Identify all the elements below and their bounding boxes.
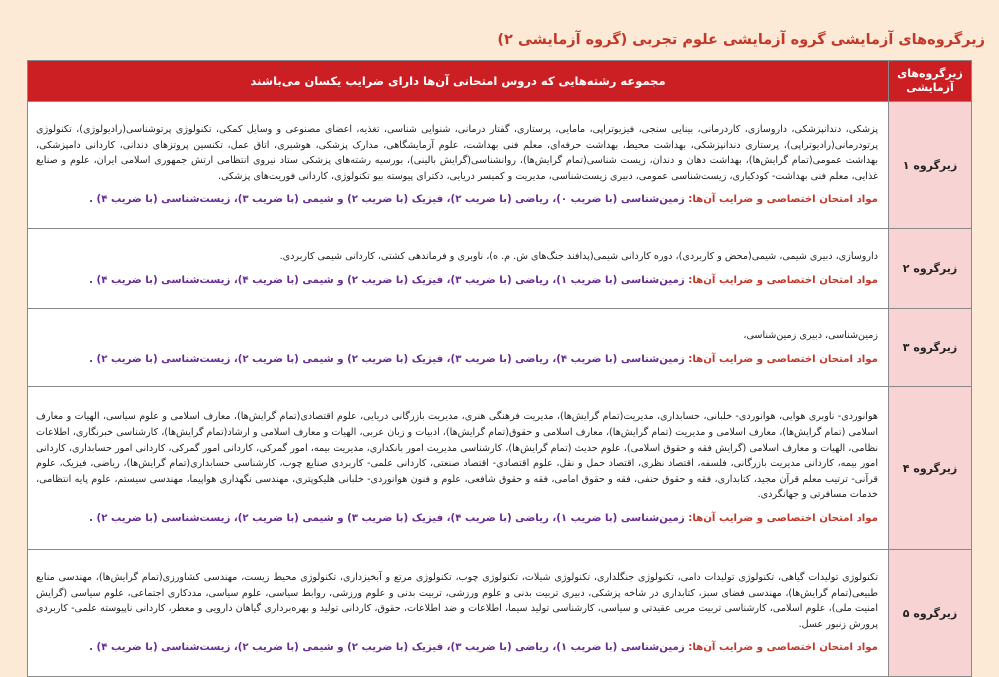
subjects-label: مواد امتحان اختصاصی و ضرایب آن‌ها: [688, 274, 878, 286]
header-subgroup: زیرگروه‌های آزمایشی [889, 61, 972, 102]
subjects-coefficients: زمین‌شناسی (با ضریب ۱)، ریاضی (با ضریب ۳)، فیزیک (با ضریب ۲) و شیمی (با ضریب ۴)، زیست‌شناسی (با ضریب ۴) . [89, 274, 685, 286]
subgroup-label: زیرگروه ۵ [889, 550, 972, 677]
subgroup-content [28, 550, 889, 677]
page-title: زیرگروه‌های آزمایشی گروه آزمایشی علوم تجربی (گروه آزمایشی ۲) [497, 32, 985, 48]
majors-list: زمین‌شناسی، دبیری زمین‌شناسی، [743, 329, 878, 341]
exam-subjects [36, 352, 878, 368]
majors-list: داروسازی، دبیری شیمی، شیمی(محض و کاربردی)، دوره کاردانی شیمی(پدافند جنگ‌های ش. م. ه)، ناوبری و فرماندهی کشتی، کاردانی شیمی کاربردی. [279, 250, 878, 262]
subjects-coefficients: زمین‌شناسی (با ضریب ۴)، ریاضی (با ضریب ۳)، فیزیک (با ضریب ۲) و شیمی (با ضریب ۲)، زیست‌شناسی (با ضریب ۲) . [89, 353, 685, 365]
subgroup-content [28, 102, 889, 229]
subjects-label: مواد امتحان اختصاصی و ضرایب آن‌ها: [688, 512, 878, 524]
subjects-coefficients: زمین‌شناسی (با ضریب ۰)، ریاضی (با ضریب ۲)، فیزیک (با ضریب ۲) و شیمی (با ضریب ۳)، زیست‌شناسی (با ضریب ۴) . [89, 194, 685, 206]
table-row [28, 229, 972, 309]
table-row [28, 102, 972, 229]
table-row [28, 387, 972, 550]
subgroup-label: زیرگروه ۴ [889, 387, 972, 550]
table-header-row [28, 61, 972, 102]
header-content: مجموعه رشته‌هایی که دروس امتحانی آن‌ها دارای ضرایب یکسان می‌باشند [28, 61, 889, 102]
subgroups-table [27, 60, 972, 677]
table-row [28, 550, 972, 677]
subgroup-label: زیرگروه ۱ [889, 102, 972, 229]
majors-list: هوانوردی- ناوبری هوایی، هوانوردی- خلبانی، حسابداری، مدیریت(تمام گرایش‌ها)، مدیریت فرهنگی هنری، مدیریت بازرگانی دریایی، علوم اقتصادی(تمام گرایش‌ها)، معارف اسلامی و علوم سیاسی، الهیات و معارف اسلامی (تمام گرایش‌ها)، معارف اسلامی و مدیریت (تمام گرایش‌ها)، معارف اسلامی و حقوق(تمام گرایش‌ها)، ادبیات و زبان عربی، الهیات و معارف اسلامی و ارشاد(تمام گرایش‌ها)، کارشناسی خبرنگاری، اطلاعات نظامی، الهیات و معارف اسلامی (گرایش فقه و حقوق اسلامی)، علوم حدیث (تمام گرایش‌ها)، کارشناسی مدیریت امور بانکداری، مدیریت بیمه، امور گمرکی، کاردانی امور گمرکی، کاردانی امور حسابداری، کاردانی امور بیمه، کاردانی مدیریت بازرگانی، فلسفه، اقتصاد نظری، اقتصاد حمل و نقل، علوم اقتصادی- اقتصاد صنعتی، کاردانی علمی- کاربردی صنایع چوب، کارشناسی حسابداری(تمام گرایش‌ها)، ریاضی، فیزیک، علوم قرآنی- ترتیب معلم قرآن مجید، کتابداری، فقه و حقوق حنفی، فقه و حقوق امامی، فقه و حقوق شافعی، علوم و فنون هوانوردی- خلبانی هلیکوپتری، مهندسی نگهداری هواپیما، مهندسی سیستم، علوم پایه انتظامی، خدمات مسافرتی و جهانگردی. [36, 411, 878, 501]
subjects-coefficients: زمین‌شناسی (با ضریب ۱)، ریاضی (با ضریب ۳)، فیزیک (با ضریب ۲) و شیمی (با ضریب ۲)، زیست‌شناسی (با ضریب ۴) . [89, 642, 685, 654]
table-row [28, 309, 972, 387]
subgroup-content [28, 387, 889, 550]
majors-list: پزشکی، دندانپزشکی، داروسازی، کاردرمانی، بینایی سنجی، فیزیوتراپی، مامایی، پرستاری، گفتار درمانی، شنوایی شناسی، تغذیه، اعضای مصنوعی و وسایل کمکی، تکنولوژی پرتوشناسی(رادیولوژی)، تکنولوژی پرتودرمانی(رادیوتراپی)، پرستاری دندانپزشکی، بهداشت محیط، بهداشت حرفه‌ای، معلم فنی بهداشت، علوم آزمایشگاهی، مدارک پزشکی، هوشبری، اتاق عمل، تکنسین پروتزهای دندانی، کاردانی دامپزشکی، بهداشت عمومی(تمام گرایش‌ها)، بهداشت دهان و دندان، زیست شناسی(تمام گرایش‌ها)، روانشناسی(گرایش بالینی)، بورسیه رشته‌های پزشکی ستاد نیروی انتظامی ارتش جمهوری اسلامی ایران، علوم و صنایع غذایی، معلم فنی بهداشت- کودکیاری، زیست‌شناسی عمومی، دبیری زیست‌شناسی، مدیریت و کمیسر دریایی، دکترای پیوسته بیو تکنولوژی، کاردانی فوریت‌های پزشکی. [36, 124, 878, 182]
subgroup-label: زیرگروه ۲ [889, 229, 972, 309]
subjects-label: مواد امتحان اختصاصی و ضرایب آن‌ها: [688, 194, 878, 206]
exam-subjects [36, 511, 878, 527]
majors-list: تکنولوژی تولیدات گیاهی، تکنولوژی تولیدات دامی، تکنولوژی جنگلداری، تکنولوژی شیلات، تکنولوژی چوب، تکنولوژی مرتع و آبخیزداری، تکنولوژی محیط زیست، مهندسی کشاورزی(تمام گرایش‌ها)، مهندسی منابع طبیعی(تمام گرایش‌ها)، مهندسی فضای سبز، کتابداری در شاخه پزشکی، دبیری تربیت بدنی و علوم ورزشی، تربیت بدنی و علوم ورزشی، روابط سیاسی، علوم سیاسی، مددکاری اجتماعی، علوم سیاسی (گرایش امنیت ملی)، علوم اسلامی، کارشناسی تربیت مربی عقیدتی و سیاسی، کارشناسی تولید سیما، اطلاعات و ضد اطلاعات، حقوق، کاردانی تولید و بهره‌برداری گیاهان دارویی و معطر، کاردانی ناپیوسته علمی- کاربردی پرورش زنبور عسل. [36, 572, 878, 630]
subgroup-label: زیرگروه ۳ [889, 309, 972, 387]
exam-subjects [36, 640, 878, 656]
subjects-coefficients: زمین‌شناسی (با ضریب ۱)، ریاضی (با ضریب ۴)، فیزیک (با ضریب ۳) و شیمی (با ضریب ۲)، زیست‌شناسی (با ضریب ۲) . [89, 512, 685, 524]
subgroup-content [28, 229, 889, 309]
subjects-label: مواد امتحان اختصاصی و ضرایب آن‌ها: [688, 642, 878, 654]
exam-subjects [36, 273, 878, 289]
exam-subjects [36, 192, 878, 208]
subgroup-content [28, 309, 889, 387]
subjects-label: مواد امتحان اختصاصی و ضرایب آن‌ها: [688, 353, 878, 365]
